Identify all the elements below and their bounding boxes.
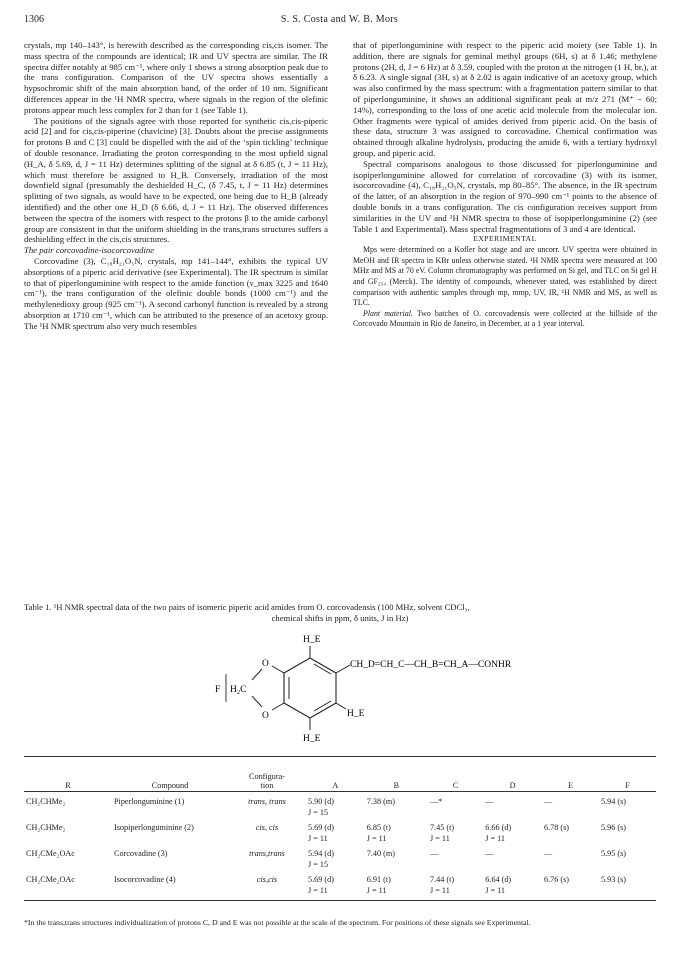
cell-e: —	[543, 797, 553, 806]
cell-a	[306, 844, 365, 870]
cell-e: 6.78 (s)	[543, 823, 569, 832]
paragraph: Mps were determined on a Kofler hot stage and are uncorr. UV spectra were obtained in MeOH and IR spectra in KBr unless otherwise stated. ¹H NMR spectra were measured at 100 MHz and MS at 70 eV. Column chromatography was performed on Si gel, and TLC on Si gel H and GF₂₅₄ (Merck). The identity of compounds, whenever stated, was established by direct comparison with authentic samples through mp, mmp, UV, IR, ¹H NMR and MS, as well as TLC.	[353, 245, 657, 308]
coupling: J = 11	[430, 833, 450, 843]
shift: 7.45 (t)	[430, 823, 455, 832]
cell-compound: Isocorcovadine (4)	[112, 870, 228, 901]
cell-c	[428, 792, 483, 819]
col-header: Configura- tion	[228, 757, 306, 792]
plant-material-text: Two batches of O. corcovadensis were collected at the hillside of the Corcovado Mountain in Rio de Janeiro, in December, at a 1 year interval.	[353, 308, 657, 329]
label-f: F	[215, 685, 221, 695]
shift: —	[485, 797, 494, 806]
paragraph: crystals, mp 140–143°, is herewith described as the corresponding cis,cis isomer. The mass spectra of the compounds are identical; IR and UV spectra are similar. The IR spectra differ notably at 985 cm⁻¹, where only 1 shows a strong absorption peak due to the trans configuration. Comparison of the UV spectra shows essentially a hypsochromic shift of the main absorption band, of the order of 10 nm. Significant differences appear in the ¹H NMR spectra, where signals in the region of the olefinic protons appear much less complex for 2 than for 1 (see Table 1).	[24, 40, 328, 115]
shift: —	[430, 849, 439, 858]
cell-d	[483, 792, 542, 819]
col-header: B	[365, 757, 428, 792]
running-head: S. S. Costa and W. B. Mors	[280, 14, 399, 25]
section-title: The pair corcovadine-isocorcovadine	[24, 245, 155, 256]
col-header: C	[428, 757, 483, 792]
coupling: J = 15	[308, 859, 329, 869]
cell-c	[428, 870, 483, 901]
col-header: E	[542, 757, 599, 792]
cell-a	[306, 792, 365, 819]
cell-r: CH₂CHMe₂	[26, 823, 66, 832]
coupling: J = 11	[308, 833, 328, 843]
bond	[252, 696, 262, 707]
cell-f: 5.95 (s)	[600, 849, 626, 858]
label-o-bottom: O	[262, 711, 269, 721]
cell-d	[483, 818, 542, 844]
cell-e: 6.76 (s)	[542, 870, 599, 901]
cell-b	[365, 844, 428, 870]
cell-c	[428, 844, 483, 870]
coupling: J = 11	[308, 885, 328, 895]
cell-d	[483, 870, 542, 901]
shift: 6.85 (t)	[366, 823, 391, 832]
page-number: 1306	[24, 14, 44, 25]
cell-f: 5.93 (s)	[599, 870, 656, 901]
cell-e: —	[543, 849, 553, 858]
caption-line: chemical shifts in ppm, δ units, J in Hz)	[271, 612, 409, 623]
cell-r: CH₂CMe₂OAc	[24, 870, 112, 901]
shift: 7.40 (m)	[366, 849, 395, 858]
table-row	[24, 870, 656, 901]
paragraph: that of piperlonguminine with respect to the piperic acid moiety (see Table 1). In addition, there are signals for geminal methyl groups (6H, s) at δ 1.46; methylene protons (2H, d, J = 6 Hz) at δ 3.59, coupled with the proton at the nitrogen (1 H, br.), at δ 6.23. A single signal (3H, s) at δ 2.02 is again indicative of an acetoxy group, which was also confirmed by the mass spectrum: with a fragmentation pattern similar to that of piperlonguminine, it shows an additional significant peak at m/z 271 (M⁺ − 60; 14%), corresponding to the loss of one acetic acid molecule from the molecular ion. Other fragments were typical of amides derived from piperic acid. On the basis of these data, structure 3 was assigned to corcovadine. Chemical confirmation was obtained through alkaline hydrolysis, producing the amide 6, with a tertiary hydroxyl group, and piperic acid.	[353, 40, 657, 158]
bond	[336, 703, 346, 709]
cell-config: trans,trans	[249, 849, 285, 858]
cell-r: CH₂CMe₂OAc	[26, 849, 75, 858]
table-caption	[24, 602, 656, 623]
experimental-heading: EXPERIMENTAL	[473, 234, 537, 244]
bond	[272, 666, 284, 673]
label-he-right: H_E	[347, 709, 365, 719]
benzene-ring	[284, 658, 336, 718]
cell-c	[428, 818, 483, 844]
shift: 7.38 (m)	[366, 797, 395, 806]
paragraph	[353, 309, 657, 330]
shift: 5.69 (d)	[308, 823, 334, 832]
coupling: J = 11	[485, 833, 505, 843]
label-o-top: O	[262, 659, 269, 669]
cell-a	[306, 870, 365, 901]
page-header	[24, 14, 655, 28]
shift: —	[485, 849, 494, 858]
col-header: F	[599, 757, 656, 792]
table-row	[24, 844, 656, 870]
label-he-bottom: H_E	[303, 734, 321, 744]
shift: 5.90 (d)	[308, 797, 334, 806]
right-column	[353, 40, 657, 330]
cell-config: trans, trans	[248, 797, 286, 806]
shift: 6.64 (d)	[485, 875, 512, 884]
col-header: Compound	[112, 757, 228, 792]
cell-compound: Corcovadine (3)	[114, 849, 168, 858]
structure-svg	[190, 622, 530, 750]
left-column	[24, 40, 328, 332]
shift: 6.66 (d)	[485, 823, 512, 832]
col-header: D	[483, 757, 542, 792]
shift: 5.94 (d)	[308, 849, 334, 858]
coupling: J = 11	[430, 885, 450, 895]
cell-b	[365, 792, 428, 819]
table-row	[24, 818, 656, 844]
bond	[272, 703, 284, 710]
double-bond	[314, 701, 331, 711]
cell-a	[306, 818, 365, 844]
shift: —*	[430, 797, 443, 806]
cell-compound: Piperlonguminine (1)	[114, 797, 185, 806]
cell-f: 5.94 (s)	[600, 797, 626, 806]
coupling: J = 15	[308, 807, 329, 817]
label-h2c: H₂C	[230, 685, 247, 695]
col-header: A	[306, 757, 365, 792]
cell-config: cis, cis	[255, 823, 279, 832]
paragraph: Spectral comparisons analogous to those discussed for piperlonguminine and isopiperlonguminine allowed for correlation of corcovadine (3) with its isomer, isocorcovadine (4), C₁₈H₂₁O₅N, crystals, mp 80–85°. The absence, in the IR spectrum of the latter, of an absorption in the region of 970–990 cm⁻¹ points to the absence of double bonds in a trans configuration. The cis configuration receives support from similarities in the UV and ¹H NMR spectra to those of isopiperlonguminine (2) (see Table 1 and Experimental). Mass spectral fragmentations of 3 and 4 are identical.	[353, 158, 657, 234]
cell-compound: Isopiperlonguminine (2)	[114, 823, 194, 832]
coupling: J = 11	[366, 885, 387, 895]
label-he-top: H_E	[303, 635, 321, 645]
table-row	[24, 792, 656, 819]
paragraph: Corcovadine (3), C₁₈H₂₁O₅N, crystals, mp 141–144°, exhibits the typical UV absorptions of a piperic acid derivative (see Experimental). The IR spectrum is similar to that of piperlonguminine with respect to the amide function (ν_max 3225 and 1640 cm⁻¹), the trans configuration of the olefinic double bonds (1000 cm⁻¹) and the methylenedioxy group (925 cm⁻¹). A second carbonyl function is revealed by a strong absorption at 1710 cm⁻¹, which can be attributed to the presence of an acetoxy group. The ¹H NMR spectrum also very much resembles	[24, 255, 328, 331]
coupling: J = 11	[366, 833, 387, 843]
cell-b	[365, 870, 428, 901]
paragraph: The positions of the signals agree with those reported for synthetic cis,cis-piperic acid [2] and for cis,cis-piperine (chavicine) [3]. Doubts about the precise assignments for protons B and C [3] could be dispelled with the aid of the ‘spin tickling’ technique of double resonance. Irradiating the proton corresponding to the most upfield signal (H_A, δ 5.69, d, J = 11 Hz) determines splitting of the signal at δ 6.85 (t, J = 11 Hz), which must therefore be assigned to H_B. Conversely, irradiation of the most downfield signal (presumably the deshielded H_C, (δ 7.45, t, J = 11 Hz) determines splitting of two signals, as would have to be expected, one being due to H_B (already identified) and the other one H_D (δ 6.66, d, J = 11 Hz). The observed differences between the spectra of the isomers with respect to the protons β to the amide carbonyl group are consistent in that the uniform shielding in the trans,trans structures suffers a deshielding effect in the cis,cis structures.	[24, 115, 328, 245]
shift: 6.91 (t)	[366, 875, 391, 884]
cell-f: 5.96 (s)	[600, 823, 626, 832]
bond	[336, 665, 350, 673]
cell-d	[483, 844, 542, 870]
col-header: R	[24, 757, 112, 792]
caption-line: Table 1. ¹H NMR spectral data of the two pairs of isomeric piperic acid amides from O. corcovadensis (100 MHz, solvent CDCl₃,	[24, 602, 470, 612]
structure-diagram	[190, 622, 530, 750]
shift: 5.69 (d)	[308, 875, 334, 884]
label-chain: CH_D=CH_C—CH_B=CH_A—CONHR	[350, 660, 512, 670]
plant-material-lead: Plant material.	[363, 308, 413, 318]
cell-r: CH₂CHMe₂	[26, 797, 66, 806]
cell-b	[365, 818, 428, 844]
nmr-table	[24, 756, 656, 901]
table-footnote: *In the trans,trans structures individualization of protons C, D and E was not possible at the scale of the spectrum. For positions of these signals see Experimental.	[24, 918, 531, 927]
bond	[252, 669, 262, 680]
coupling: J = 11	[485, 885, 505, 895]
shift: 7.44 (t)	[430, 875, 455, 884]
cell-config: cis,cis	[228, 870, 306, 901]
